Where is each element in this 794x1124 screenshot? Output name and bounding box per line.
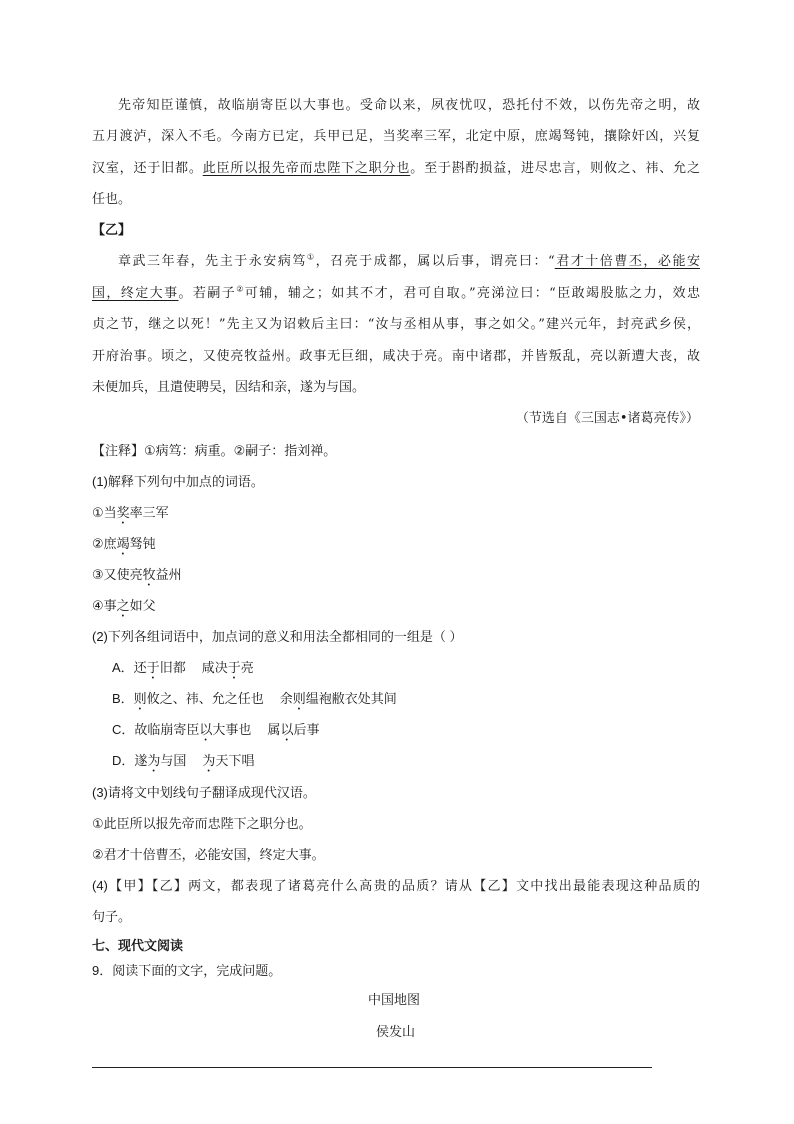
question-3-title: (3)请将文中划线句子翻译成现代汉语。 bbox=[92, 785, 316, 800]
question-3-sentence-1: ①此臣所以报先帝而忠陛下之职分也。 bbox=[92, 816, 312, 831]
dotted-word: 于 bbox=[146, 660, 160, 675]
dotted-word: 以 bbox=[199, 722, 213, 737]
jia-text: 先帝知臣谨慎，故临崩寄臣以大事也。受命以来，夙夜忧叹，恐托付不效，以伤先帝之明，故 bbox=[118, 98, 700, 113]
jia-line-2 bbox=[92, 128, 700, 146]
dotted-word: 奖 bbox=[116, 505, 130, 520]
dotted-word: 于 bbox=[227, 660, 241, 675]
dotted-word: 则 bbox=[292, 691, 306, 706]
dotted-word: 则 bbox=[133, 691, 147, 706]
underlined-sentence-2: 国，终定大事 bbox=[92, 286, 179, 301]
yi-line-3 bbox=[92, 316, 700, 334]
jia-line-1 bbox=[118, 97, 700, 115]
jia-line-3 bbox=[92, 160, 700, 178]
question-4-line-1: (4)【甲】【乙】两文，都表现了诸葛亮什么高贵的品质？请从【乙】文中找出最能表现这种品质的 bbox=[92, 878, 700, 893]
footnote-marker: ② bbox=[236, 284, 245, 294]
question-2-title: (2)下列各组词语中，加点词的意义和用法全都相同的一组是（ ） bbox=[92, 629, 463, 644]
yi-line-1 bbox=[118, 253, 700, 271]
question-1-item: ③又使亮牧益州 bbox=[92, 567, 182, 582]
yi-text: ，召亮于成都，属以后事，谓亮曰：“ bbox=[315, 254, 555, 269]
yi-line-2 bbox=[92, 285, 700, 303]
footer-divider bbox=[92, 1067, 652, 1068]
article-author: 侯发山 bbox=[376, 1025, 416, 1040]
jia-text: 。至于斟酌损益，进尽忠言，则攸之、祎、允之 bbox=[410, 161, 700, 176]
question-9-title: 9．阅读下面的文字，完成问题。 bbox=[92, 963, 282, 978]
underlined-sentence-2: 君才十倍曹丕，必能安 bbox=[554, 254, 700, 269]
jia-line-4 bbox=[92, 191, 131, 209]
annotation-note: 【注释】①病笃：病重。②嗣子：指刘禅。 bbox=[92, 443, 337, 458]
dotted-word: 牧 bbox=[142, 567, 156, 582]
dotted-word: 竭 bbox=[116, 536, 130, 551]
yi-heading: 【乙】 bbox=[92, 223, 132, 238]
question-2-option-a[interactable]: A．还于旧都 咸决于亮 bbox=[112, 660, 254, 675]
footnote-marker: ① bbox=[306, 252, 316, 262]
question-1-item: ①当奖率三军 bbox=[92, 505, 169, 520]
yi-text: 开府治事。顷之，又使亮牧益州。政事无巨细，咸决于亮。南中诸郡，并皆叛乱，亮以新遭大丧，故 bbox=[92, 349, 700, 364]
section-heading: 七、现代文阅读 bbox=[92, 938, 184, 953]
yi-line-4 bbox=[92, 348, 700, 366]
yi-text: 可辅，辅之；如其不才，君可自取。”亮涕泣曰：“臣敢竭股肱之力，效忠 bbox=[244, 286, 700, 301]
dotted-word: 为 bbox=[147, 753, 161, 768]
jia-text: 任也。 bbox=[92, 192, 132, 207]
jia-text: 汉室，还于旧都。 bbox=[92, 161, 203, 176]
yi-text: 贞之节，继之以死！”先主又为诏敕后主曰：“汝与丞相从事，事之如父。”建兴元年，封亮武乡侯， bbox=[92, 317, 700, 332]
question-4-line-2: 句子。 bbox=[92, 909, 132, 924]
dotted-word: 以 bbox=[280, 722, 294, 737]
question-2-option-c[interactable]: C．故临崩寄臣以大事也 属以后事 bbox=[112, 722, 320, 737]
question-2-option-b[interactable]: B．则攸之、祎、允之任也 余则缊袍敝衣处其间 bbox=[112, 691, 397, 706]
question-1-item: ④事之如父 bbox=[92, 598, 156, 613]
source-citation: （节选自《三国志•诸葛亮传》） bbox=[515, 411, 699, 426]
yi-line-5 bbox=[92, 379, 365, 397]
article-title: 中国地图 bbox=[368, 993, 421, 1008]
question-3-sentence-2: ②君才十倍曹丕，必能安国，终定大事。 bbox=[92, 847, 325, 862]
yi-text: 章武三年春，先主于永安病笃 bbox=[118, 254, 307, 269]
yi-text: 未便加兵，且遣使聘吴，因结和亲，遂为与国。 bbox=[92, 380, 366, 395]
dotted-word: 之 bbox=[116, 598, 130, 613]
underlined-sentence-1: 此臣所以报先帝而忠陛下之职分也 bbox=[202, 161, 411, 176]
question-1-title: (1)解释下列句中加点的词语。 bbox=[92, 474, 264, 489]
question-1-item: ②庶竭驽钝 bbox=[92, 536, 156, 551]
yi-text: 。若嗣子 bbox=[178, 286, 237, 301]
question-2-option-d[interactable]: D．遂为与国 为天下唱 bbox=[112, 753, 255, 768]
jia-text: 五月渡泸，深入不毛。今南方已定，兵甲已足，当奖率三军，北定中原，庶竭驽钝，攘除奸凶，兴复 bbox=[92, 129, 700, 144]
dotted-word: 为 bbox=[202, 753, 216, 768]
